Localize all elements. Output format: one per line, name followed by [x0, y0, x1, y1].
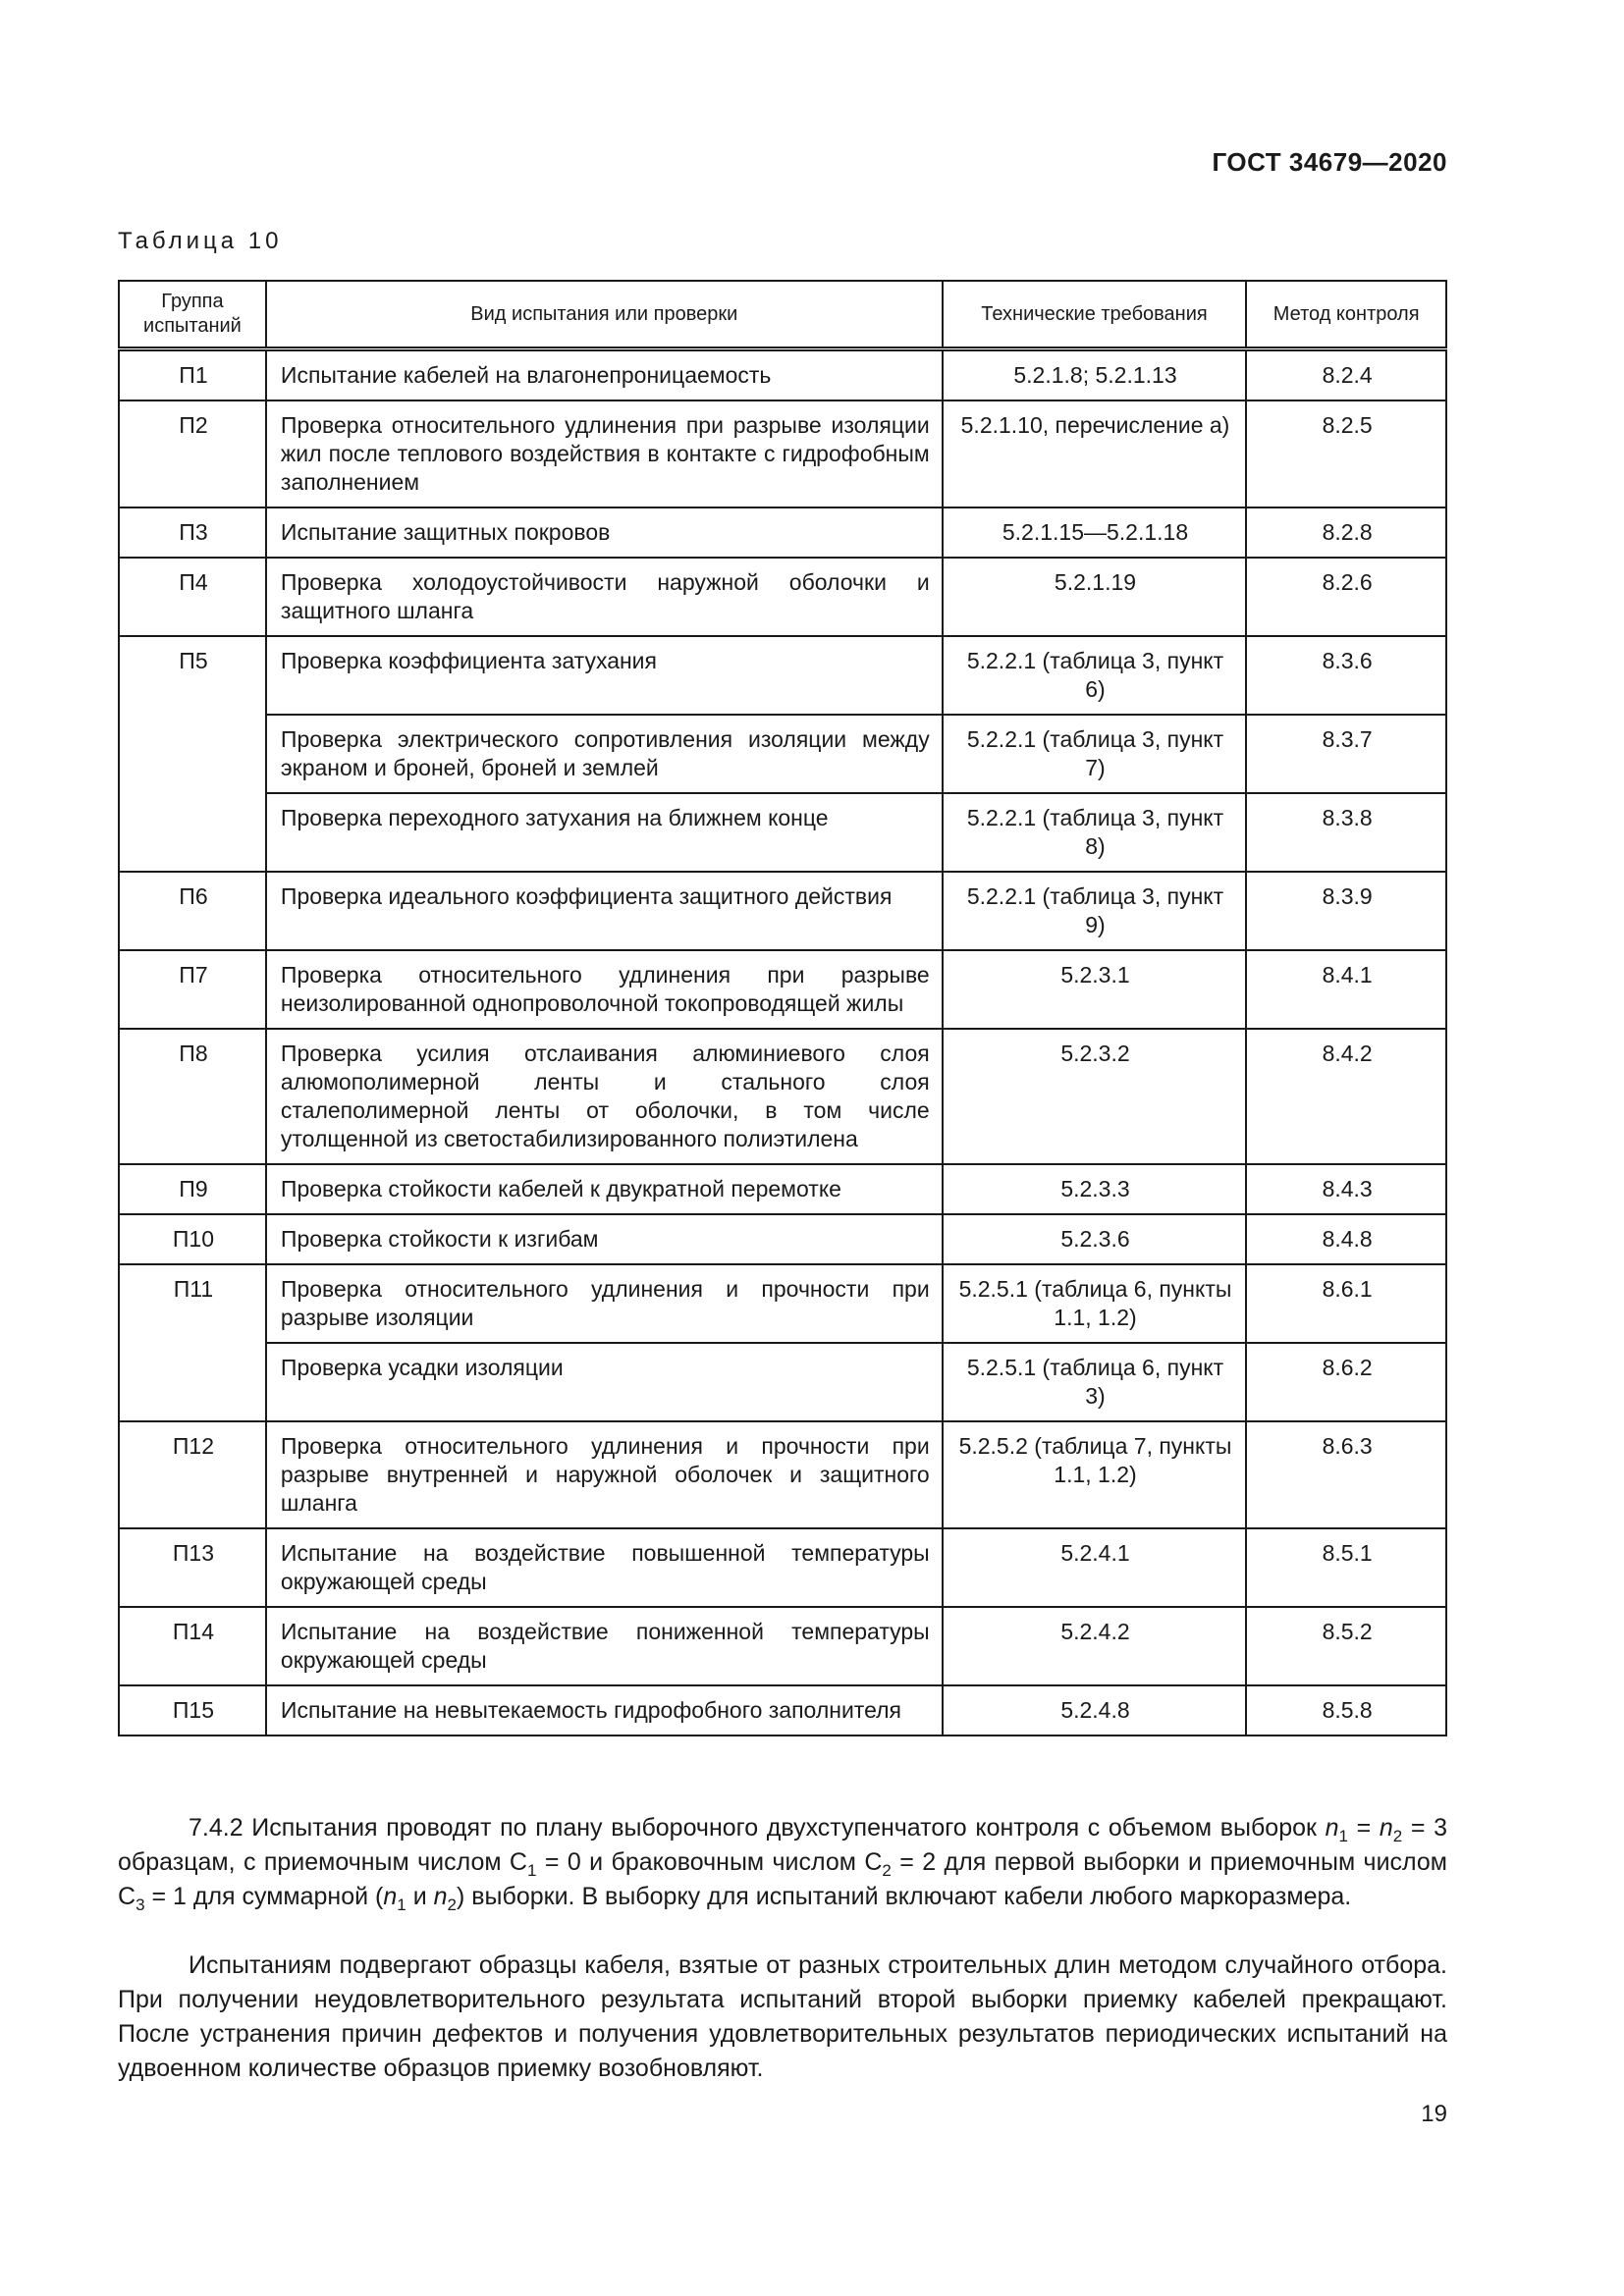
- test-cell: Проверка холодоустойчивости наружной оболочки и защитного шланга: [266, 558, 943, 636]
- requirements-cell: 5.2.5.2 (таблица 7, пункты 1.1, 1.2): [943, 1421, 1247, 1528]
- method-cell: 8.5.1: [1246, 1528, 1446, 1607]
- test-cell: Проверка относительного удлинения при разрыве изоляции жил после теплового воздействия в контакте с гидрофобным заполнением: [266, 400, 943, 507]
- group-cell: П2: [119, 400, 266, 507]
- test-cell: Проверка усадки изоляции: [266, 1343, 943, 1421]
- method-cell: 8.3.7: [1246, 715, 1446, 793]
- table-caption: Таблица 10: [118, 228, 283, 254]
- test-cell: Испытание на воздействие повышенной температуры окружающей среды: [266, 1528, 943, 1607]
- group-cell: П13: [119, 1528, 266, 1607]
- method-cell: 8.6.3: [1246, 1421, 1446, 1528]
- requirements-cell: 5.2.1.8; 5.2.1.13: [943, 349, 1247, 401]
- requirements-cell: 5.2.2.1 (таблица 3, пункт 9): [943, 872, 1247, 950]
- requirements-cell: 5.2.4.8: [943, 1685, 1247, 1735]
- test-cell: Проверка относительного удлинения и прочности при разрыве внутренней и наружной оболочек и защитного шланга: [266, 1421, 943, 1528]
- group-cell: П4: [119, 558, 266, 636]
- requirements-cell: 5.2.3.3: [943, 1164, 1247, 1214]
- page-number: 19: [1421, 2101, 1447, 2127]
- requirements-cell: 5.2.1.10, перечисление а): [943, 400, 1247, 507]
- test-cell: Проверка стойкости кабелей к двукратной перемотке: [266, 1164, 943, 1214]
- method-cell: 8.2.6: [1246, 558, 1446, 636]
- method-cell: 8.3.6: [1246, 636, 1446, 715]
- test-cell: Проверка относительного удлинения и прочности при разрыве изоляции: [266, 1264, 943, 1343]
- group-cell: П6: [119, 872, 266, 950]
- test-cell: Проверка электрического сопротивления изоляции между экраном и броней, броней и землей: [266, 715, 943, 793]
- table-row: [119, 349, 1446, 401]
- method-cell: 8.5.2: [1246, 1607, 1446, 1685]
- method-cell: 8.6.2: [1246, 1343, 1446, 1421]
- method-cell: 8.3.8: [1246, 793, 1446, 872]
- table-row: [119, 636, 1446, 715]
- table-row: [119, 950, 1446, 1029]
- test-cell: Проверка относительного удлинения при разрыве неизолированной однопроволочной токопроводящей жилы: [266, 950, 943, 1029]
- test-cell: Проверка усилия отслаивания алюминиевого слоя алюмополимерной ленты и стального слоя сталеполимерной ленты от оболочки, в том числе утолщенной из светостабилизированного полиэтилена: [266, 1029, 943, 1164]
- method-cell: 8.4.1: [1246, 950, 1446, 1029]
- method-cell: 8.2.8: [1246, 507, 1446, 558]
- table-row: [119, 507, 1446, 558]
- test-cell: Испытание на невытекаемость гидрофобного заполнителя: [266, 1685, 943, 1735]
- table-row: [119, 1214, 1446, 1264]
- table-row: [119, 1264, 1446, 1343]
- requirements-cell: 5.2.2.1 (таблица 3, пункт 7): [943, 715, 1247, 793]
- group-cell: П12: [119, 1421, 266, 1528]
- test-cell: Проверка коэффициента затухания: [266, 636, 943, 715]
- standard-number: ГОСТ 34679—2020: [1212, 147, 1447, 177]
- method-cell: 8.2.4: [1246, 349, 1446, 401]
- header-requirements: Технические требования: [943, 281, 1247, 349]
- table-row: [119, 1164, 1446, 1214]
- test-cell: Проверка стойкости к изгибам: [266, 1214, 943, 1264]
- header-method: Метод контроля: [1246, 281, 1446, 349]
- group-cell: П9: [119, 1164, 266, 1214]
- test-cell: Испытание защитных покровов: [266, 507, 943, 558]
- paragraph-sampling: Испытаниям подвергают образцы кабеля, взятые от разных строительных длин методом случайного отбора. При получении неудовлетворительного результата испытаний второй выборки приемку кабелей прекращают. После устранения причин дефектов и получения удовлетворительных результатов периодических испытаний на удвоенном количестве образцов приемку возобновляют.: [118, 1951, 1447, 2082]
- method-cell: 8.4.8: [1246, 1214, 1446, 1264]
- table-row: [119, 1421, 1446, 1528]
- requirements-cell: 5.2.4.2: [943, 1607, 1247, 1685]
- method-cell: 8.6.1: [1246, 1264, 1446, 1343]
- header-group: Группа испытаний: [119, 281, 266, 349]
- method-cell: 8.5.8: [1246, 1685, 1446, 1735]
- group-cell: П11: [119, 1264, 266, 1421]
- table-row: [119, 793, 1446, 872]
- group-cell: П8: [119, 1029, 266, 1164]
- table-row: [119, 1029, 1446, 1164]
- group-cell: П1: [119, 349, 266, 401]
- requirements-cell: 5.2.3.2: [943, 1029, 1247, 1164]
- requirements-cell: 5.2.4.1: [943, 1528, 1247, 1607]
- requirements-cell: 5.2.2.1 (таблица 3, пункт 6): [943, 636, 1247, 715]
- group-cell: П7: [119, 950, 266, 1029]
- test-cell: Проверка переходного затухания на ближнем конце: [266, 793, 943, 872]
- method-cell: 8.4.2: [1246, 1029, 1446, 1164]
- group-cell: П15: [119, 1685, 266, 1735]
- method-cell: 8.2.5: [1246, 400, 1446, 507]
- table-row: [119, 1685, 1446, 1735]
- test-cell: Испытание на воздействие пониженной температуры окружающей среды: [266, 1607, 943, 1685]
- table-row: [119, 715, 1446, 793]
- group-cell: П14: [119, 1607, 266, 1685]
- paragraph-7-4-2: 7.4.2 Испытания проводят по плану выборочного двухступенчатого контроля с объемом выборок $n_1 = n_2 = 3$ образцам, с приемочным числом $C_1 = 0$ и браковочным числом $C_2 = 2$ для первой выборки и приемочным числом $C_3 = 1$ для суммарной ($n_1$ и $n_2$) выборки. В выборку для испытаний включают кабели любого маркоразмера.: [118, 1814, 1447, 1914]
- requirements-cell: 5.2.3.1: [943, 950, 1247, 1029]
- method-cell: 8.4.3: [1246, 1164, 1446, 1214]
- requirements-cell: 5.2.1.15—5.2.1.18: [943, 507, 1247, 558]
- requirements-cell: 5.2.1.19: [943, 558, 1247, 636]
- test-cell: Испытание кабелей на влагонепроницаемость: [266, 349, 943, 401]
- table-row: [119, 1343, 1446, 1421]
- requirements-cell: 5.2.3.6: [943, 1214, 1247, 1264]
- test-cell: Проверка идеального коэффициента защитного действия: [266, 872, 943, 950]
- requirements-cell: 5.2.2.1 (таблица 3, пункт 8): [943, 793, 1247, 872]
- group-cell: П5: [119, 636, 266, 872]
- table-row: [119, 872, 1446, 950]
- method-cell: 8.3.9: [1246, 872, 1446, 950]
- table-row: [119, 400, 1446, 507]
- test-groups-table: [118, 280, 1447, 1736]
- table-row: [119, 1528, 1446, 1607]
- table-row: [119, 558, 1446, 636]
- requirements-cell: 5.2.5.1 (таблица 6, пункт 3): [943, 1343, 1247, 1421]
- group-cell: П3: [119, 507, 266, 558]
- table-row: [119, 1607, 1446, 1685]
- table-header-row: [119, 281, 1446, 349]
- header-test: Вид испытания или проверки: [266, 281, 943, 349]
- group-cell: П10: [119, 1214, 266, 1264]
- requirements-cell: 5.2.5.1 (таблица 6, пункты 1.1, 1.2): [943, 1264, 1247, 1343]
